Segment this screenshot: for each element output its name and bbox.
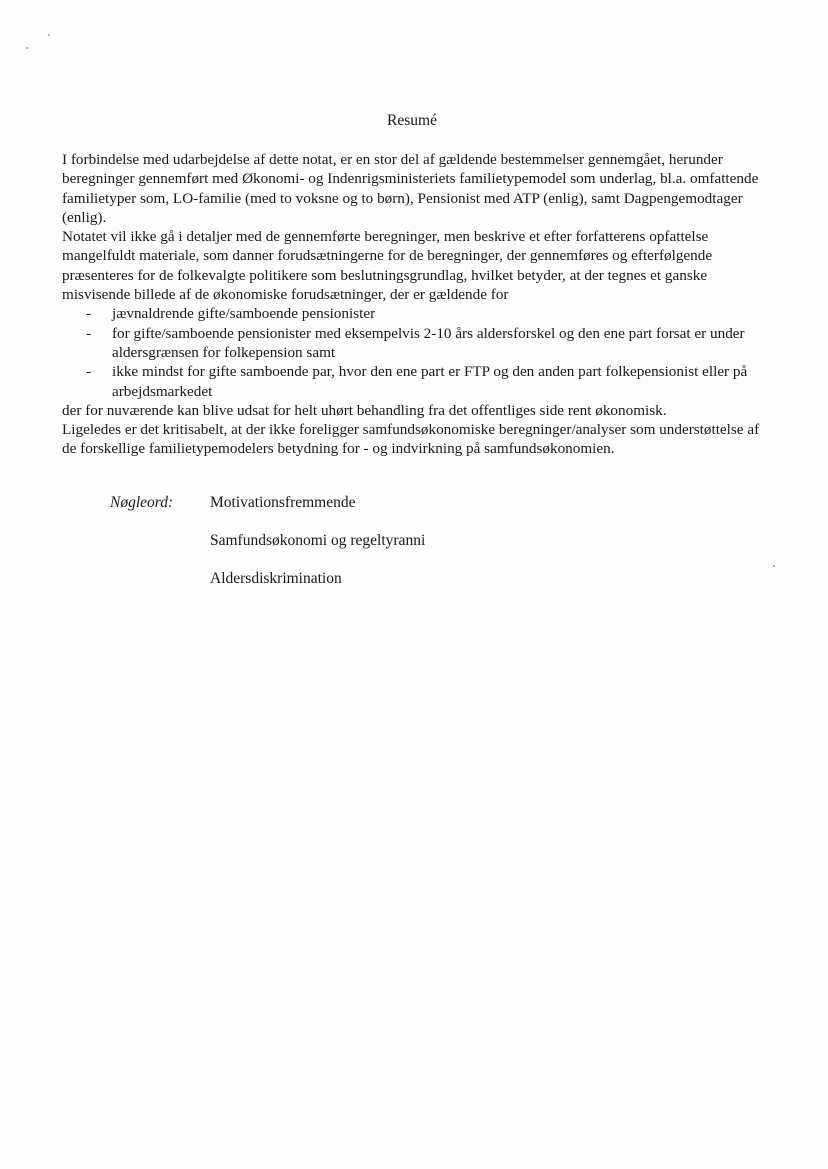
keyword: Motivationsfremmende <box>210 494 356 511</box>
paragraph-treatment: der for nuværende kan blive udsat for helt uhørt behandling fra det offentliges side rent økonomisk. <box>62 401 667 419</box>
keywords-label: Nøgleord: <box>110 494 174 511</box>
bullet-text: for gifte/samboende pensionister med eksempelvis 2-10 års aldersforskel og den ene part forsat er under aldersgrænsen for folkepension samt <box>112 324 745 361</box>
list-item <box>62 362 762 401</box>
scan-speck <box>48 34 50 36</box>
bullet-dash: - <box>86 305 92 323</box>
list-item <box>62 304 762 323</box>
bullet-dash: - <box>86 324 92 342</box>
document-body <box>62 150 762 459</box>
keyword: Samfundsøkonomi og regeltyranni <box>210 532 426 549</box>
bullet-list <box>62 304 762 400</box>
paragraph-intro: I forbindelse med udarbejdelse af dette notat, er en stor del af gældende bestemmelser gennemgået, herunder beregninger gennemført med Økonomi- og Indenrigsministeriets familietypemodel som underlag, bl.a. omfattende familietyper som, LO-familie (med to voksne og to børn), Pensionist med ATP (enlig), samt Dagpengemodtager (enlig). <box>62 151 759 226</box>
scan-speck <box>773 565 775 567</box>
document-title: Resumé <box>387 112 437 129</box>
bullet-text: ikke mindst for gifte samboende par, hvor den ene part er FTP og den anden part folkepensionist eller på arbejdsmarkedet <box>112 363 748 400</box>
keyword: Aldersdiskrimination <box>210 570 342 587</box>
paragraph-details: Notatet vil ikke gå i detaljer med de gennemførte beregninger, men beskrive et efter forfatterens opfattelse mangelfuldt materiale, som danner forudsætningerne for de beregninger, der gennemføres og efterfølgende præsenteres for de folkevalgte politikere som beslutningsgrundlag, hvilket betyder, at der tegnes et ganske misvisende billede af de økonomiske forudsætninger, der er gældende for <box>62 228 713 304</box>
bullet-dash: - <box>86 363 92 381</box>
list-item <box>62 324 762 363</box>
paragraph-criticism: Ligeledes er det kritisabelt, at der ikke foreligger samfundsøkonomiske beregninger/analyser som understøttelse af de forskellige familietypemodelers betydning for - og indvirkning på samfundsøkonomien. <box>62 421 760 458</box>
bullet-text: jævnaldrende gifte/samboende pensionister <box>112 305 376 323</box>
scan-speck <box>26 47 28 49</box>
